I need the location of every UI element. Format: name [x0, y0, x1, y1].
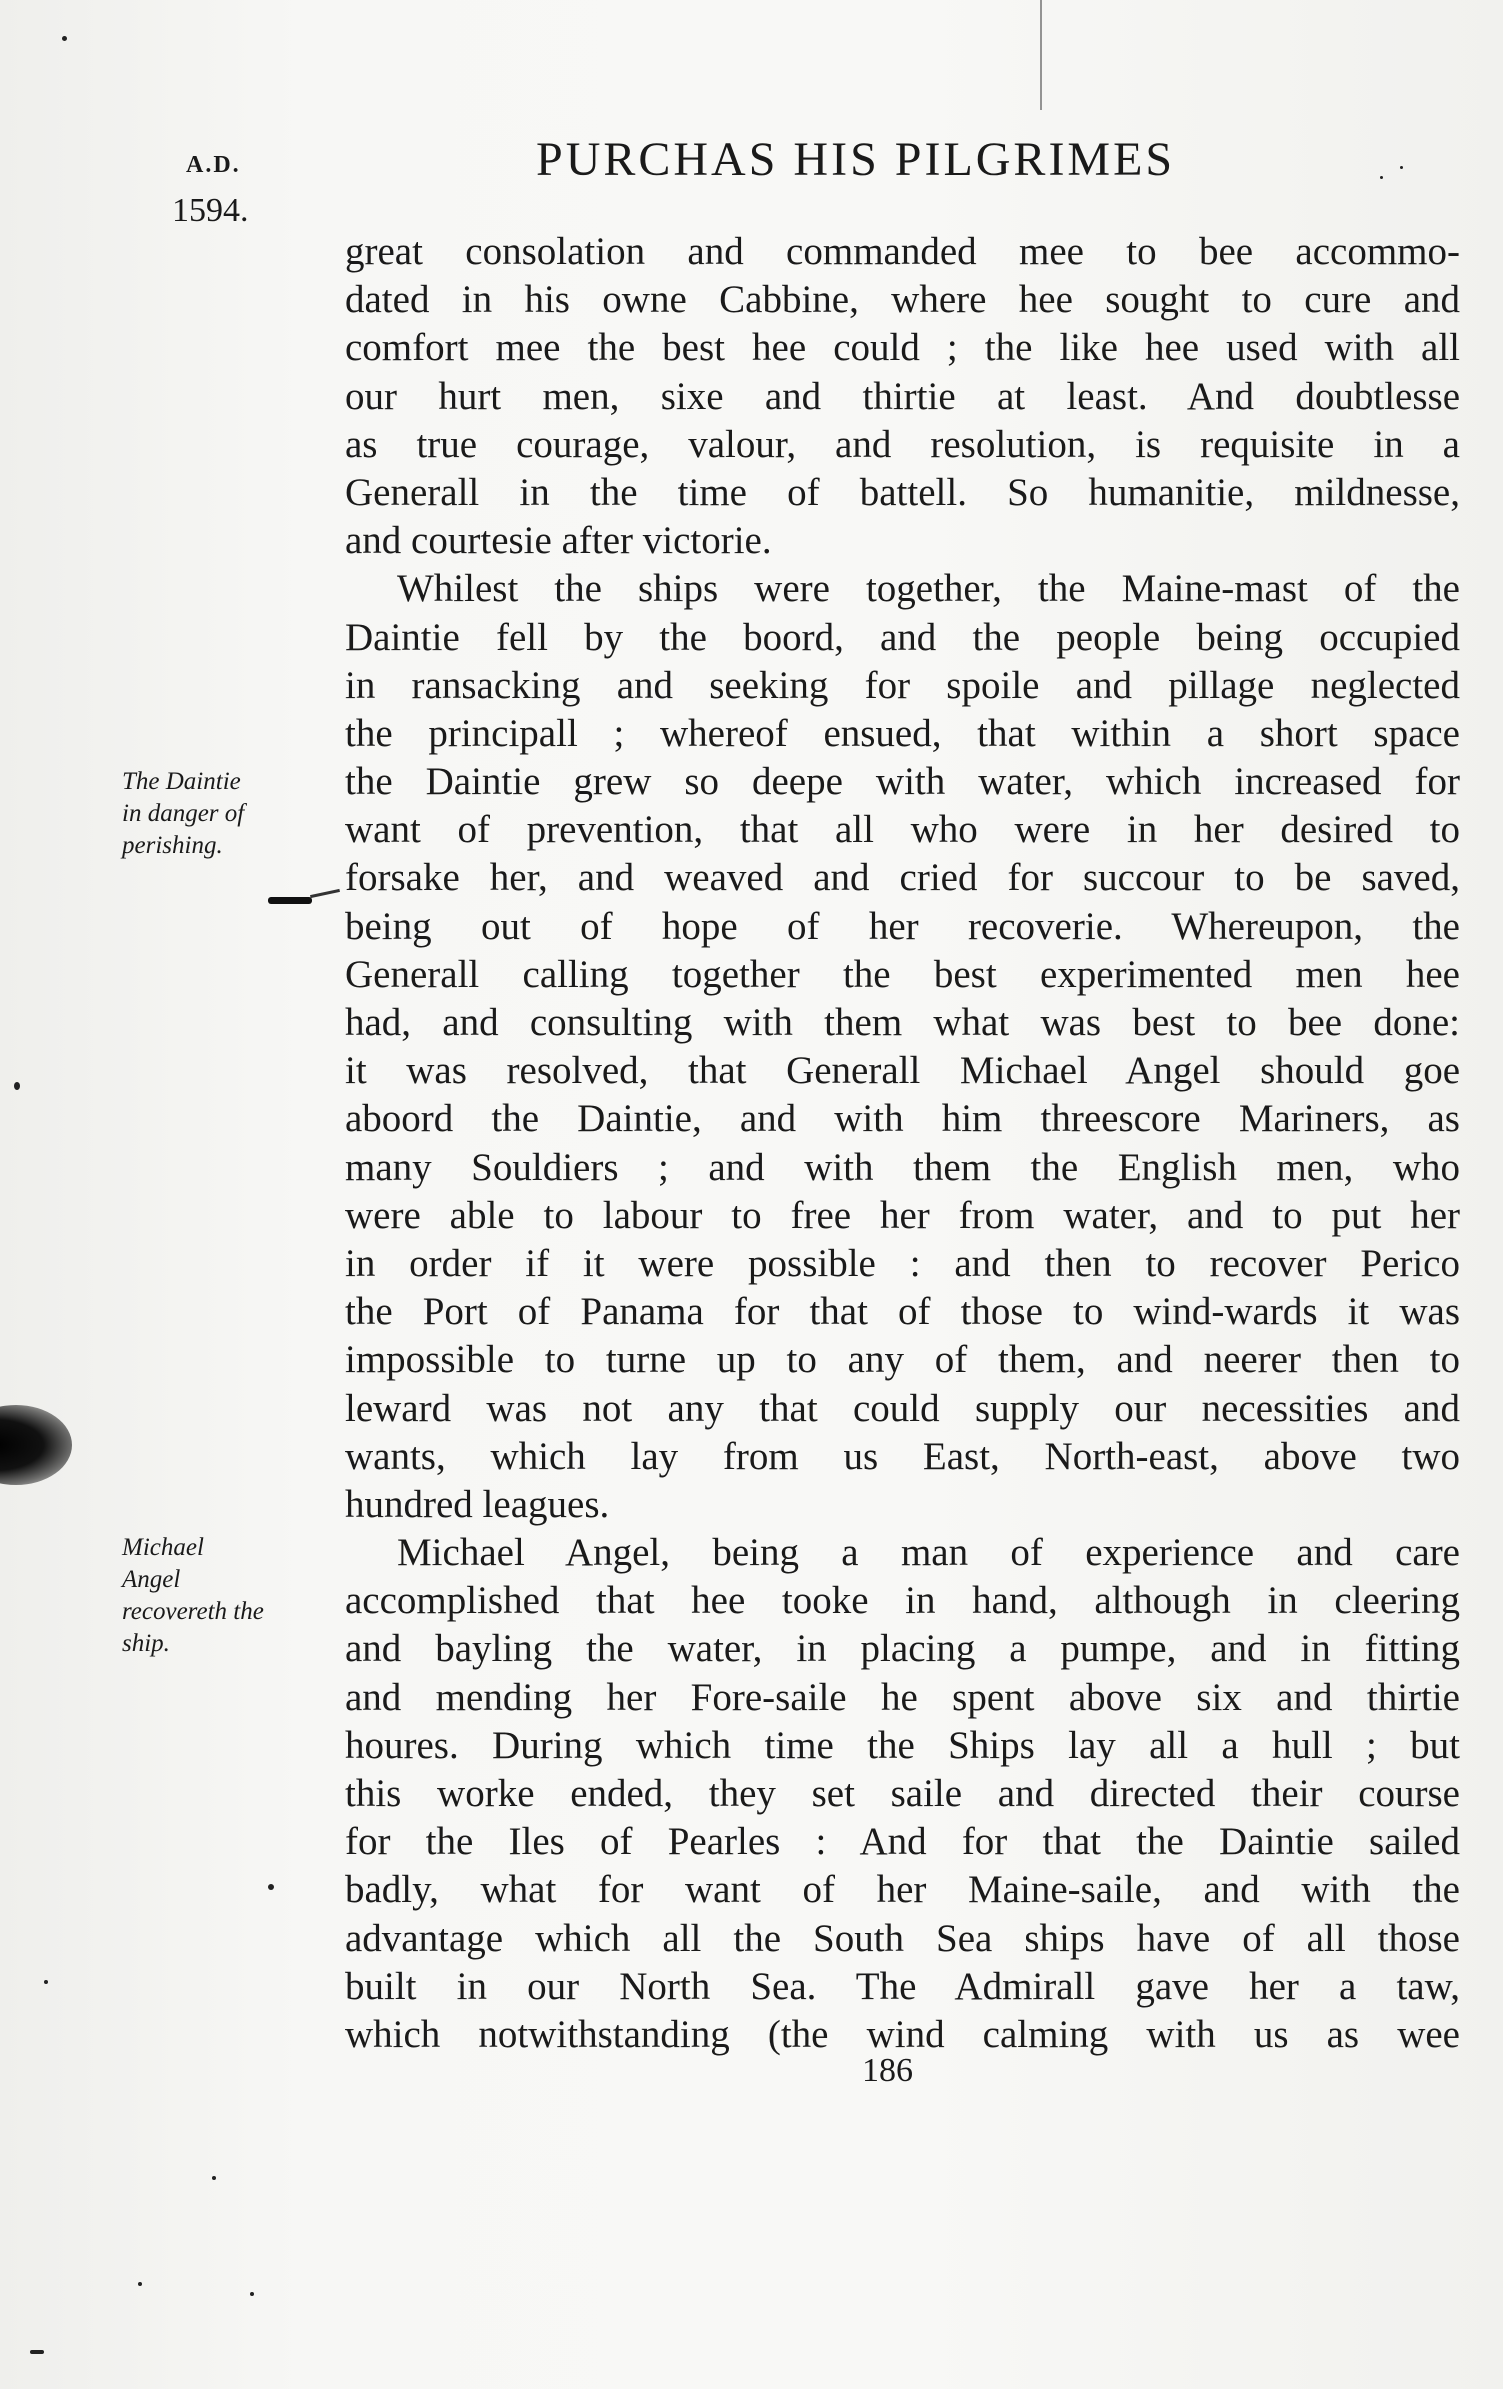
side-note-line: in danger of [122, 800, 245, 827]
text-line: as true courage, valour, and resolution, is requisite in a [345, 422, 1460, 466]
scan-speck [62, 36, 67, 41]
scan-speck [138, 2282, 142, 2286]
text-line: this worke ended, they set saile and directed their course [345, 1772, 1460, 1815]
text-line: Michael Angel, being a man of experience and care [397, 1531, 1460, 1575]
text-line: and mending her Fore-saile he spent above six and thirtie [345, 1675, 1460, 1719]
body-text [345, 228, 1460, 2059]
text-line: leward was not any that could supply our necessities and [345, 1386, 1460, 1430]
margin-pointer-mark [268, 897, 312, 904]
text-line: for the Iles of Pearles : And for that the Daintie sailed [345, 1820, 1460, 1864]
side-note-line: perishing. [122, 832, 223, 859]
text-line: many Souldiers ; and with them the English men, who [345, 1145, 1460, 1189]
text-line: our hurt men, sixe and thirtie at least. And doubtlesse [345, 374, 1460, 418]
text-line: Generall in the time of battell. So humanitie, mildnesse, [345, 470, 1460, 514]
text-line: comfort mee the best hee could ; the like hee used with all [345, 326, 1460, 370]
text-line: wants, which lay from us East, North-east, above two [345, 1434, 1460, 1478]
side-note-line: ship. [122, 1630, 170, 1657]
text-line: houres. During which time the Ships lay all a hull ; but [345, 1723, 1460, 1767]
scan-speck [44, 1980, 48, 1984]
side-note-line: Michael [122, 1534, 204, 1561]
page-number: 186 [862, 2052, 913, 2089]
scan-speck [250, 2292, 254, 2296]
text-line: impossible to turne up to any of them, and neerer then to [345, 1338, 1460, 1382]
scan-speck [1380, 176, 1383, 179]
margin-year: 1594. [172, 192, 249, 229]
scan-thumb-shadow [0, 1405, 72, 1485]
text-line: built in our North Sea. The Admirall gave her a taw, [345, 1964, 1460, 2008]
text-line: Whilest the ships were together, the Maine-mast of the [397, 567, 1460, 611]
margin-pointer-tail [310, 889, 340, 898]
text-line: Generall calling together the best experimented men hee [345, 952, 1460, 996]
text-line: had, and consulting with them what was best to bee done: [345, 1001, 1460, 1044]
text-line: were able to labour to free her from water, and to put her [345, 1193, 1460, 1237]
text-line: advantage which all the South Sea ships have of all those [345, 1916, 1460, 1960]
text-line: and bayling the water, in placing a pumpe, and in fitting [345, 1627, 1460, 1671]
text-line: being out of hope of her recoverie. Whereupon, the [345, 904, 1460, 948]
scan-speck [1400, 166, 1403, 169]
running-title: PURCHAS HIS PILGRIMES [536, 133, 1176, 186]
text-line: accomplished that hee tooke in hand, although in cleering [345, 1579, 1460, 1623]
text-line: Daintie fell by the boord, and the people being occupied [345, 615, 1460, 659]
text-line: in ransacking and seeking for spoile and pillage neglected [345, 663, 1460, 707]
text-line: forsake her, and weaved and cried for succour to be saved, [345, 856, 1460, 900]
text-line: great consolation and commanded mee to bee accommo- [345, 230, 1460, 273]
side-note-line: recovereth the [122, 1598, 264, 1625]
text-line: the principall ; whereof ensued, that within a short space [345, 711, 1460, 755]
text-line: the Daintie grew so deepe with water, which increased for [345, 760, 1460, 804]
text-line: badly, what for want of her Maine-saile, and with the [345, 1868, 1460, 1912]
text-line: which notwithstanding (the wind calming with us as wee [345, 2012, 1460, 2056]
scan-speck [30, 2350, 44, 2354]
scan-speck [14, 1082, 20, 1090]
text-line: and courtesie after victorie. [345, 519, 772, 563]
scan-fold-line [1040, 0, 1042, 110]
side-note-michael-angel [122, 1532, 264, 1660]
text-line: it was resolved, that Generall Michael Angel should goe [345, 1049, 1460, 1093]
text-line: in order if it were possible : and then to recover Perico [345, 1241, 1460, 1285]
text-line: aboord the Daintie, and with him threescore Mariners, as [345, 1097, 1460, 1141]
text-line: hundred leagues. [345, 1482, 610, 1526]
side-note-daintie [122, 766, 244, 862]
side-note-line: Angel [122, 1566, 181, 1593]
text-line: want of prevention, that all who were in her desired to [345, 808, 1460, 852]
text-line: dated in his owne Cabbine, where hee sought to cure and [345, 278, 1460, 322]
side-note-line: The Daintie [122, 768, 241, 795]
scan-speck [212, 2176, 216, 2180]
era-label: A.D. [186, 152, 241, 178]
scan-speck [268, 1884, 274, 1890]
text-line: the Port of Panama for that of those to wind-wards it was [345, 1290, 1460, 1334]
